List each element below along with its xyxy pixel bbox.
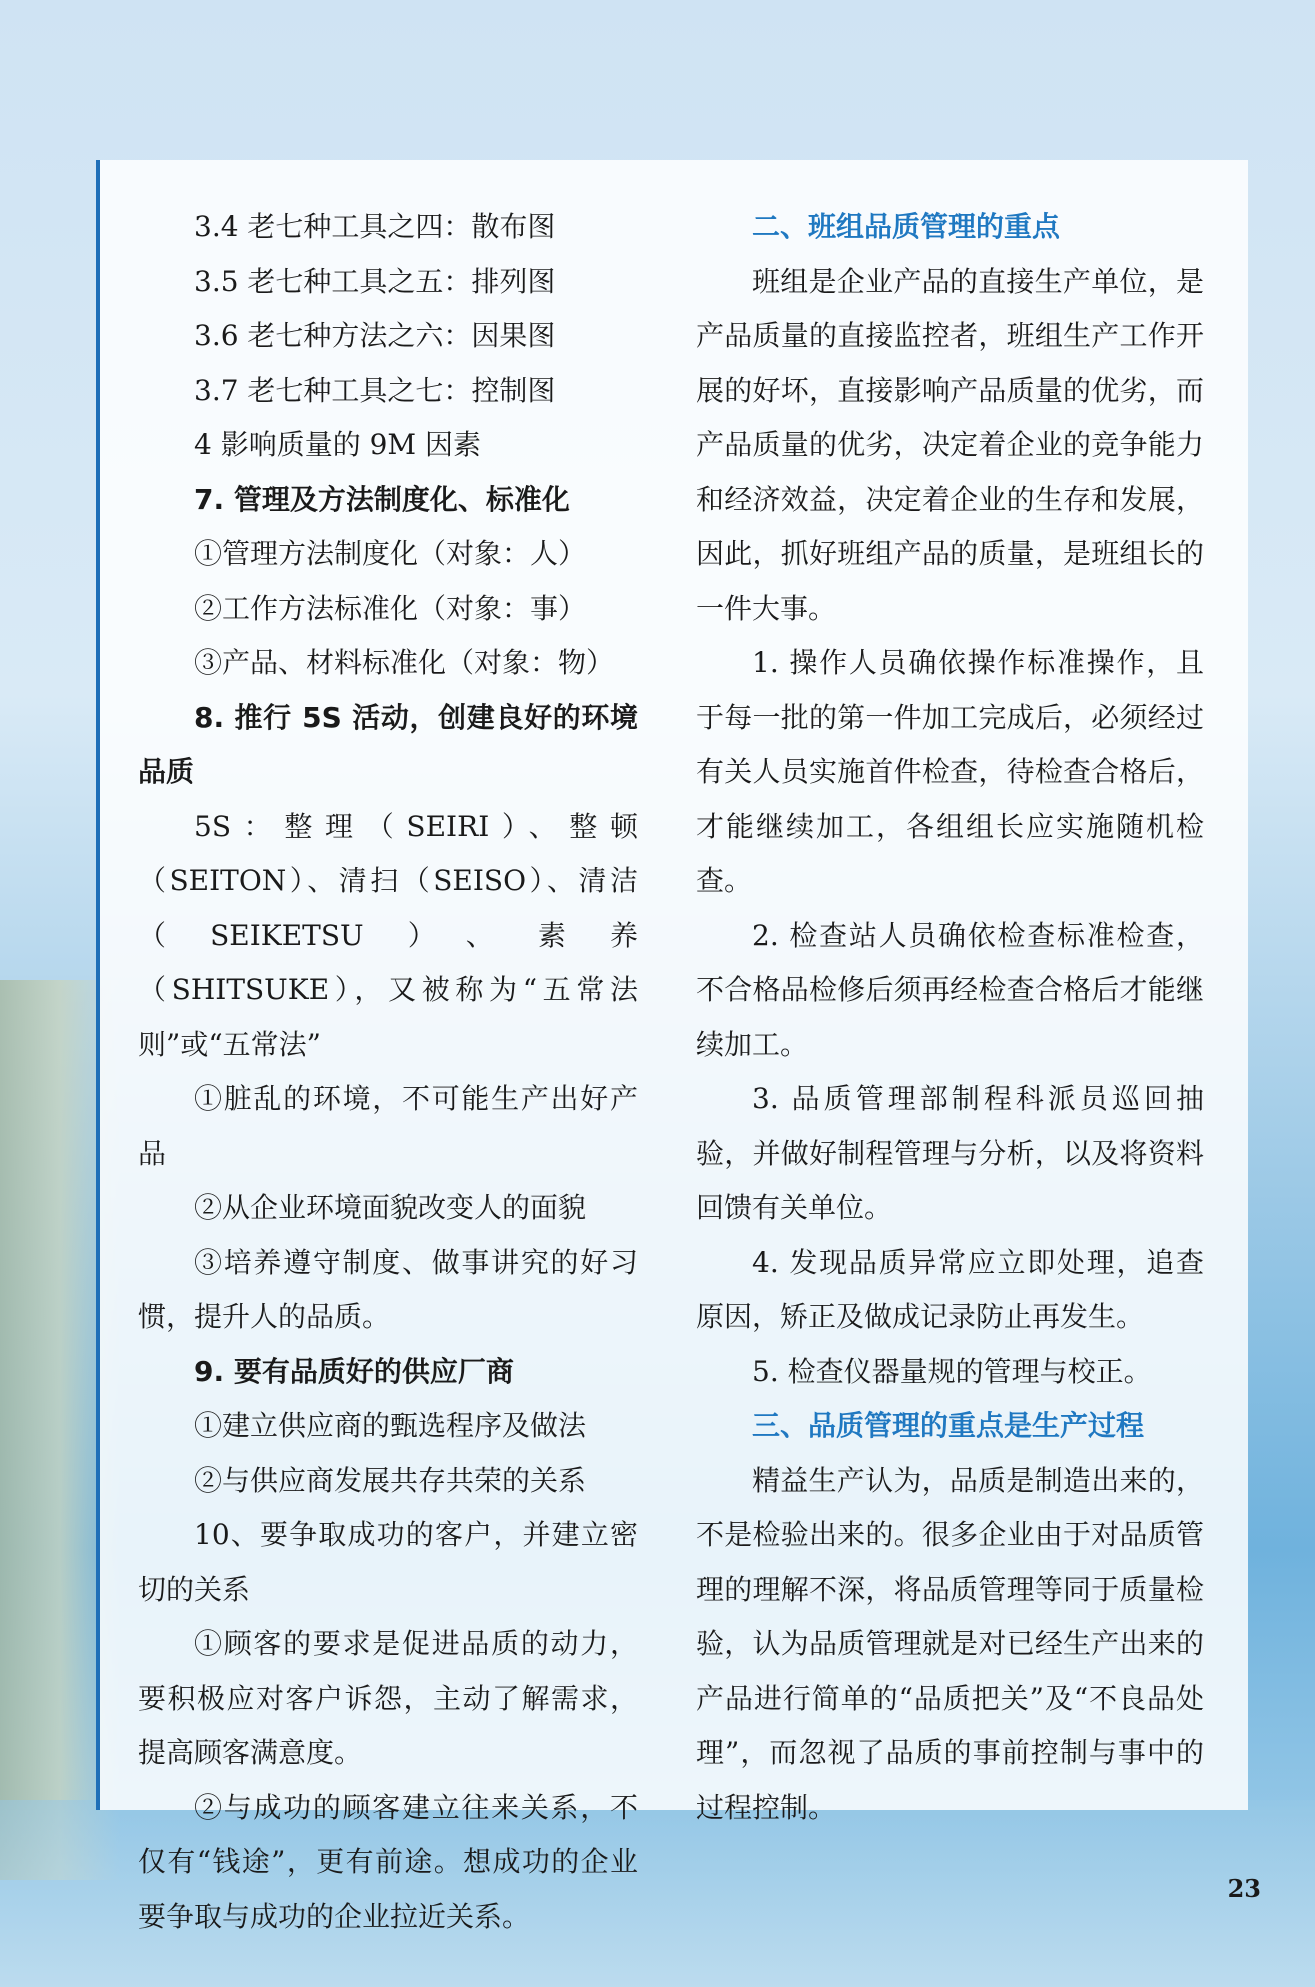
left-column-paragraph: ②工作方法标准化（对象：事） xyxy=(194,591,587,625)
right-column-paragraph: 2. 检查站人员确依检查标准检查，不合格品检修后须再经检查合格后才能继续加工。 xyxy=(696,918,1204,1061)
left-column-paragraph: ①脏乱的环境，不可能生产出好产品 xyxy=(138,1082,638,1170)
right-column-paragraph: 3. 品质管理部制程科派员巡回抽验，并做好制程管理与分析，以及将资料回馈有关单位。 xyxy=(696,1082,1204,1224)
left-column-paragraph: 3.7 老七种工具之七：控制图 xyxy=(194,373,556,407)
left-column-paragraph: ①管理方法制度化（对象：人） xyxy=(194,537,587,570)
left-column-paragraph: 9. 要有品质好的供应厂商 xyxy=(194,1354,514,1388)
left-column-paragraph: ③培养遵守制度、做事讲究的好习惯，提升人的品质。 xyxy=(138,1245,638,1333)
left-column-paragraph: 5S：整理（SEIRI）、整顿（SEITON）、清扫（SEISO）、清洁（SEIKETSU）、素养（SHITSUKE），又被称为“五常法则”或“五常法” xyxy=(138,809,638,1061)
left-column-paragraph: ①建立供应商的甄选程序及做法 xyxy=(194,1409,587,1442)
right-column xyxy=(696,200,1204,1835)
page-number: 23 xyxy=(1227,1874,1261,1903)
left-column-paragraph: 3.5 老七种工具之五：排列图 xyxy=(194,264,556,298)
right-column-paragraph: 5. 检查仪器量规的管理与校正。 xyxy=(752,1354,1152,1388)
left-column-paragraph: ①顾客的要求是促进品质的动力，要积极应对客户诉怨，主动了解需求，提高顾客满意度。 xyxy=(138,1627,638,1769)
left-column-paragraph: 3.6 老七种方法之六：因果图 xyxy=(194,319,556,352)
right-column-paragraph: 精益生产认为，品质是制造出来的，不是检验出来的。很多企业由于对品质管理的理解不深，将品质管理等同于质量检验，认为品质管理就是对已经生产出来的产品进行简单的“品质把关”及“不良品处理”，而忽视了品质的事前控制与事中的过程控制。 xyxy=(696,1463,1204,1824)
left-column-paragraph: 4 影响质量的 9M 因素 xyxy=(194,428,482,461)
left-column-paragraph: 8. 推行 5S 活动，创建良好的环境品质 xyxy=(138,700,638,788)
left-column xyxy=(138,200,638,1944)
left-column-paragraph: 10、要争取成功的客户，并建立密切的关系 xyxy=(138,1518,638,1606)
right-column-paragraph: 三、品质管理的重点是生产过程 xyxy=(752,1409,1145,1442)
left-column-paragraph: ②与供应商发展共存共荣的关系 xyxy=(194,1463,587,1497)
right-column-paragraph: 1. 操作人员确依操作标准操作，且于每一批的第一件加工完成后，必须经过有关人员实施首件检查，待检查合格后，才能继续加工，各组组长应实施随机检查。 xyxy=(696,646,1204,897)
right-column-paragraph: 班组是企业产品的直接生产单位，是产品质量的直接监控者，班组生产工作开展的好坏，直接影响产品质量的优劣，而产品质量的优劣，决定着企业的竞争能力和经济效益，决定着企业的生存和发展，因此，抓好班组产品的质量，是班组长的一件大事。 xyxy=(696,264,1204,625)
left-column-paragraph: ②从企业环境面貌改变人的面貌 xyxy=(194,1191,587,1224)
left-column-paragraph: ②与成功的顾客建立往来关系，不仅有“钱途”，更有前途。想成功的企业要争取与成功的企业拉近关系。 xyxy=(138,1790,638,1933)
left-column-paragraph: ③产品、材料标准化（对象：物） xyxy=(194,646,615,679)
right-column-paragraph: 4. 发现品质异常应立即处理，追查原因，矫正及做成记录防止再发生。 xyxy=(696,1245,1204,1333)
left-column-paragraph: 3.4 老七种工具之四：散布图 xyxy=(194,210,556,243)
right-column-paragraph: 二、班组品质管理的重点 xyxy=(752,210,1061,243)
left-column-paragraph: 7. 管理及方法制度化、标准化 xyxy=(194,482,570,516)
